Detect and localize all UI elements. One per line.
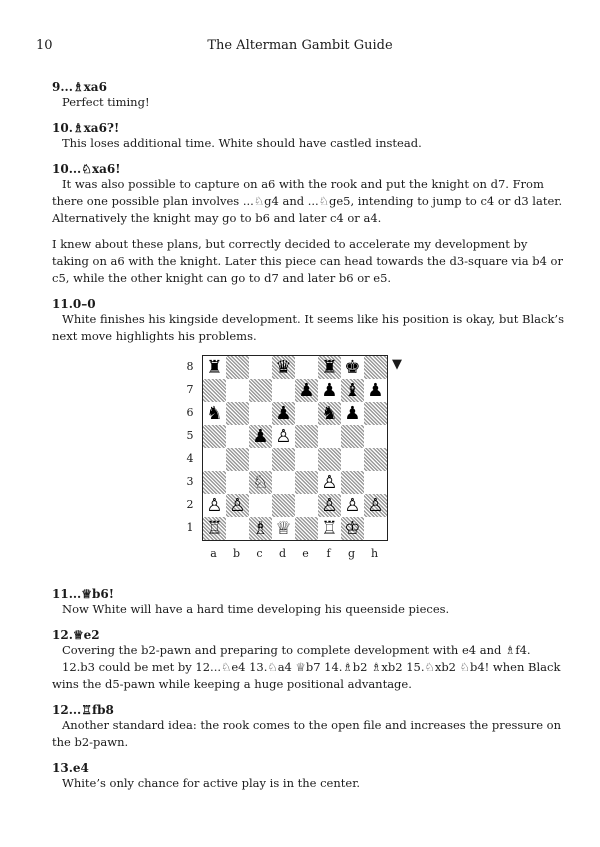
file-label: g (347, 547, 356, 560)
square-b1 (226, 517, 249, 540)
square-d4 (272, 448, 295, 471)
square-g5 (341, 425, 364, 448)
commentary: 12.b3 could be met by 12...♘e4 13.♘a4 ♕b7 14.♗b2 ♗xb2 15.♘xb2 ♘b4! when Black wins the d5-pawn while keeping a huge positional advantage. (52, 660, 561, 691)
chess-piece: ♟ (275, 402, 292, 424)
page-content (52, 80, 565, 802)
square-c1 (249, 517, 272, 540)
chess-piece: ♟ (298, 379, 315, 401)
chess-piece: ♚ (344, 356, 361, 378)
square-d1 (272, 517, 295, 540)
chess-piece: ♕ (275, 517, 292, 539)
move-block (52, 703, 565, 751)
chess-piece: ♙ (321, 471, 338, 493)
square-f7 (318, 379, 341, 402)
rank-label: 4 (186, 452, 194, 465)
square-b2 (226, 494, 249, 517)
move-heading: 12...♖fb8 (52, 703, 114, 717)
square-f1 (318, 517, 341, 540)
move-heading: 10.♗xa6?! (52, 121, 120, 135)
file-label: h (370, 547, 379, 560)
chess-piece: ♘ (252, 471, 269, 493)
chess-piece: ♞ (321, 402, 338, 424)
square-d6 (272, 402, 295, 425)
square-e3 (295, 471, 318, 494)
file-label: a (210, 547, 217, 560)
square-a1 (203, 517, 226, 540)
square-b6 (226, 402, 249, 425)
square-e4 (295, 448, 318, 471)
square-g4 (341, 448, 364, 471)
running-title: The Alterman Gambit Guide (207, 38, 393, 53)
square-f3 (318, 471, 341, 494)
square-c5 (249, 425, 272, 448)
rank-label: 2 (186, 498, 194, 511)
square-e5 (295, 425, 318, 448)
chess-piece: ♟ (344, 402, 361, 424)
chess-piece: ♙ (206, 494, 223, 516)
commentary: White finishes his kingside development. It seems like his position is okay, but Black’s next move highlights his problems. (52, 312, 564, 343)
square-f5 (318, 425, 341, 448)
square-g8 (341, 356, 364, 379)
rank-label: 5 (186, 429, 194, 442)
square-b8 (226, 356, 249, 379)
commentary: White’s only chance for active play is in the center. (62, 776, 361, 790)
chess-piece: ♔ (344, 517, 361, 539)
move-block (52, 297, 565, 345)
square-f4 (318, 448, 341, 471)
square-a7 (203, 379, 226, 402)
rank-label: 1 (186, 521, 194, 534)
chess-piece: ♙ (321, 494, 338, 516)
square-c2 (249, 494, 272, 517)
square-f8 (318, 356, 341, 379)
move-block (52, 628, 565, 693)
chess-piece: ♝ (344, 379, 361, 401)
square-e6 (295, 402, 318, 425)
chess-piece: ♖ (206, 517, 223, 539)
square-c8 (249, 356, 272, 379)
file-label: e (302, 547, 309, 560)
square-a5 (203, 425, 226, 448)
chess-piece: ♞ (206, 402, 223, 424)
chess-piece: ♟ (252, 425, 269, 447)
square-g1 (341, 517, 364, 540)
square-b5 (226, 425, 249, 448)
chess-board (202, 355, 388, 541)
square-d5 (272, 425, 295, 448)
black-to-move-indicator: ▼ (392, 357, 402, 372)
move-block (52, 162, 565, 287)
file-label: f (326, 547, 331, 560)
square-d3 (272, 471, 295, 494)
file-label: c (256, 547, 263, 560)
square-h8 (364, 356, 387, 379)
chess-piece: ♙ (367, 494, 384, 516)
square-c6 (249, 402, 272, 425)
square-b3 (226, 471, 249, 494)
square-a3 (203, 471, 226, 494)
move-heading: 11.0–0 (52, 297, 96, 311)
move-block (52, 587, 565, 618)
rank-label: 8 (186, 360, 194, 373)
chess-piece: ♜ (321, 356, 338, 378)
square-d2 (272, 494, 295, 517)
square-a8 (203, 356, 226, 379)
chess-piece: ♙ (344, 494, 361, 516)
commentary: I knew about these plans, but correctly decided to accelerate my development by taking on a6 with the knight. Later this piece can head towards the d3-square via b4 or c5, while the other knight can go to d7 and later b6 or e5. (52, 237, 563, 285)
chess-piece: ♛ (275, 356, 292, 378)
square-b4 (226, 448, 249, 471)
square-e1 (295, 517, 318, 540)
square-h1 (364, 517, 387, 540)
chess-piece: ♟ (321, 379, 338, 401)
square-g2 (341, 494, 364, 517)
square-a4 (203, 448, 226, 471)
move-heading: 11...♕b6! (52, 587, 114, 601)
commentary: Now White will have a hard time developing his queenside pieces. (62, 602, 450, 616)
page-number: 10 (36, 38, 53, 53)
move-heading: 13.e4 (52, 761, 89, 775)
square-c7 (249, 379, 272, 402)
square-f6 (318, 402, 341, 425)
chess-piece: ♙ (229, 494, 246, 516)
square-c3 (249, 471, 272, 494)
move-block (52, 121, 565, 152)
square-h2 (364, 494, 387, 517)
chess-piece: ♟ (367, 379, 384, 401)
rank-label: 7 (186, 383, 194, 396)
square-e7 (295, 379, 318, 402)
square-f2 (318, 494, 341, 517)
commentary: Another standard idea: the rook comes to the open file and increases the pressure on the b2-pawn. (52, 718, 561, 749)
square-e2 (295, 494, 318, 517)
rank-label: 6 (186, 406, 194, 419)
square-a2 (203, 494, 226, 517)
move-block (52, 80, 565, 111)
square-d7 (272, 379, 295, 402)
chess-piece: ♗ (252, 517, 269, 539)
move-heading: 12.♕e2 (52, 628, 100, 642)
square-g6 (341, 402, 364, 425)
commentary: It was also possible to capture on a6 with the rook and put the knight on d7. From there one possible plan involves ...♘g4 and ...♘ge5, intending to jump to c4 or d3 later. Alternatively the knight may go to b6 and later c4 or a4. (52, 177, 563, 225)
file-label: b (232, 547, 241, 560)
commentary: Perfect timing! (62, 95, 150, 109)
move-heading: 10...♘xa6! (52, 162, 121, 176)
move-block (52, 761, 565, 792)
square-b7 (226, 379, 249, 402)
file-label: d (278, 547, 287, 560)
square-h7 (364, 379, 387, 402)
square-e8 (295, 356, 318, 379)
rank-labels (182, 355, 198, 539)
commentary: Covering the b2-pawn and preparing to complete development with e4 and ♗f4. (62, 643, 531, 657)
file-labels (202, 547, 386, 560)
chess-piece: ♖ (321, 517, 338, 539)
square-d8 (272, 356, 295, 379)
square-g7 (341, 379, 364, 402)
square-h3 (364, 471, 387, 494)
chess-piece: ♙ (275, 425, 292, 447)
commentary: This loses additional time. White should have castled instead. (62, 136, 422, 150)
square-c4 (249, 448, 272, 471)
move-heading: 9...♗xa6 (52, 80, 107, 94)
chess-piece: ♜ (206, 356, 223, 378)
square-h6 (364, 402, 387, 425)
square-g3 (341, 471, 364, 494)
chess-diagram (52, 355, 565, 581)
square-h4 (364, 448, 387, 471)
square-h5 (364, 425, 387, 448)
rank-label: 3 (186, 475, 194, 488)
square-a6 (203, 402, 226, 425)
